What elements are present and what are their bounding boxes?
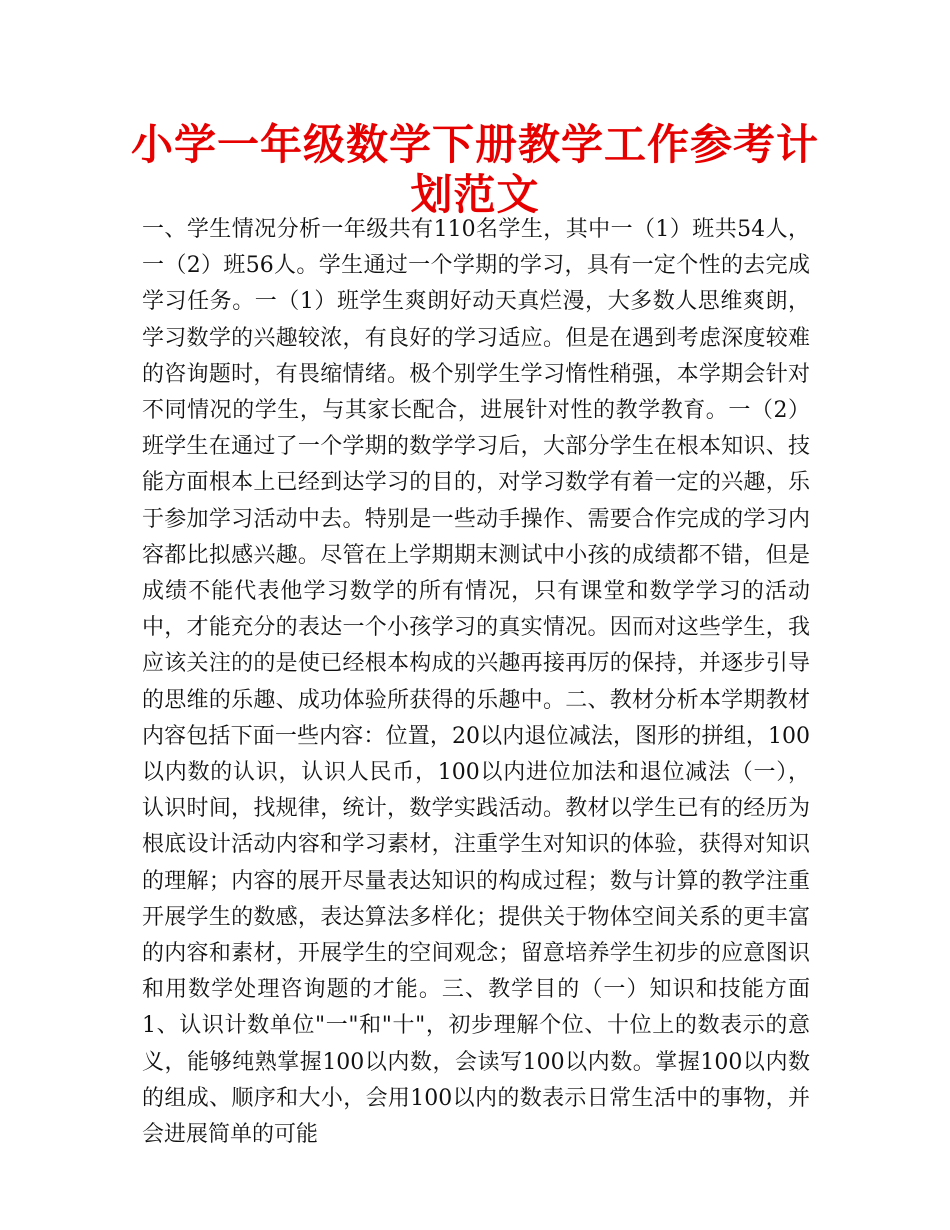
document-title: 小学一年级数学下册教学工作参考计划范文 bbox=[130, 120, 819, 219]
document-body-text: 一、学生情况分析一年级共有110名学生，其中一（1）班共54人，一（2）班56人。学生通过一个学期的学习，具有一定个性的去完成学习任务。一（1）班学生爽朗好动天真烂漫，大多数人思维爽朗，学习数学的兴趣较浓，有良好的学习适应。但是在遇到考虑深度较难的咨询题时，有畏缩情绪。极个别学生学习惰性稍强，本学期会针对不同情况的学生，与其家长配合，进展针对性的教学教育。一（2）班学生在通过了一个学期的数学学习后，大部分学生在根本知识、技能方面根本上已经到达学习的目的，对学习数学有着一定的兴趣，乐于参加学习活动中去。特别是一些动手操作、需要合作完成的学习内容都比拟感兴趣。尽管在上学期期末测试中小孩的成绩都不错，但是成绩不能代表他学习数学的所有情况，只有课堂和数学学习的活动中，才能充分的表达一个小孩学习的真实情况。因而对这些学生，我应该关注的的是使已经根本构成的兴趣再接再厉的保持，并逐步引导的思维的乐趣、成功体验所获得的乐趣中。二、教材分析本学期教材内容包括下面一些内容：位置，20以内退位减法，图形的拼组，100以内数的认识，认识人民币，100以内进位加法和退位减法（一），认识时间，找规律，统计，数学实践活动。教材以学生已有的经历为根底设计活动内容和学习素材，注重学生对知识的体验，获得对知识的理解；内容的展开尽量表达知识的构成过程；数与计算的教学注重开展学生的数感，表达算法多样化；提供关于物体空间关系的更丰富的内容和素材，开展学生的空间观念；留意培养学生初步的应意图识和用数学处理咨询题的才能。三、教学目的（一）知识和技能方面1、认识计数单位"一"和"十"，初步理解个位、十位上的数表示的意义，能够纯熟掌握100以内数，会读写100以内数。掌握100以内数的组成、顺序和大小，会用100以内的数表示日常生活中的事物，并会进展简单的可能 bbox=[142, 217, 811, 1148]
